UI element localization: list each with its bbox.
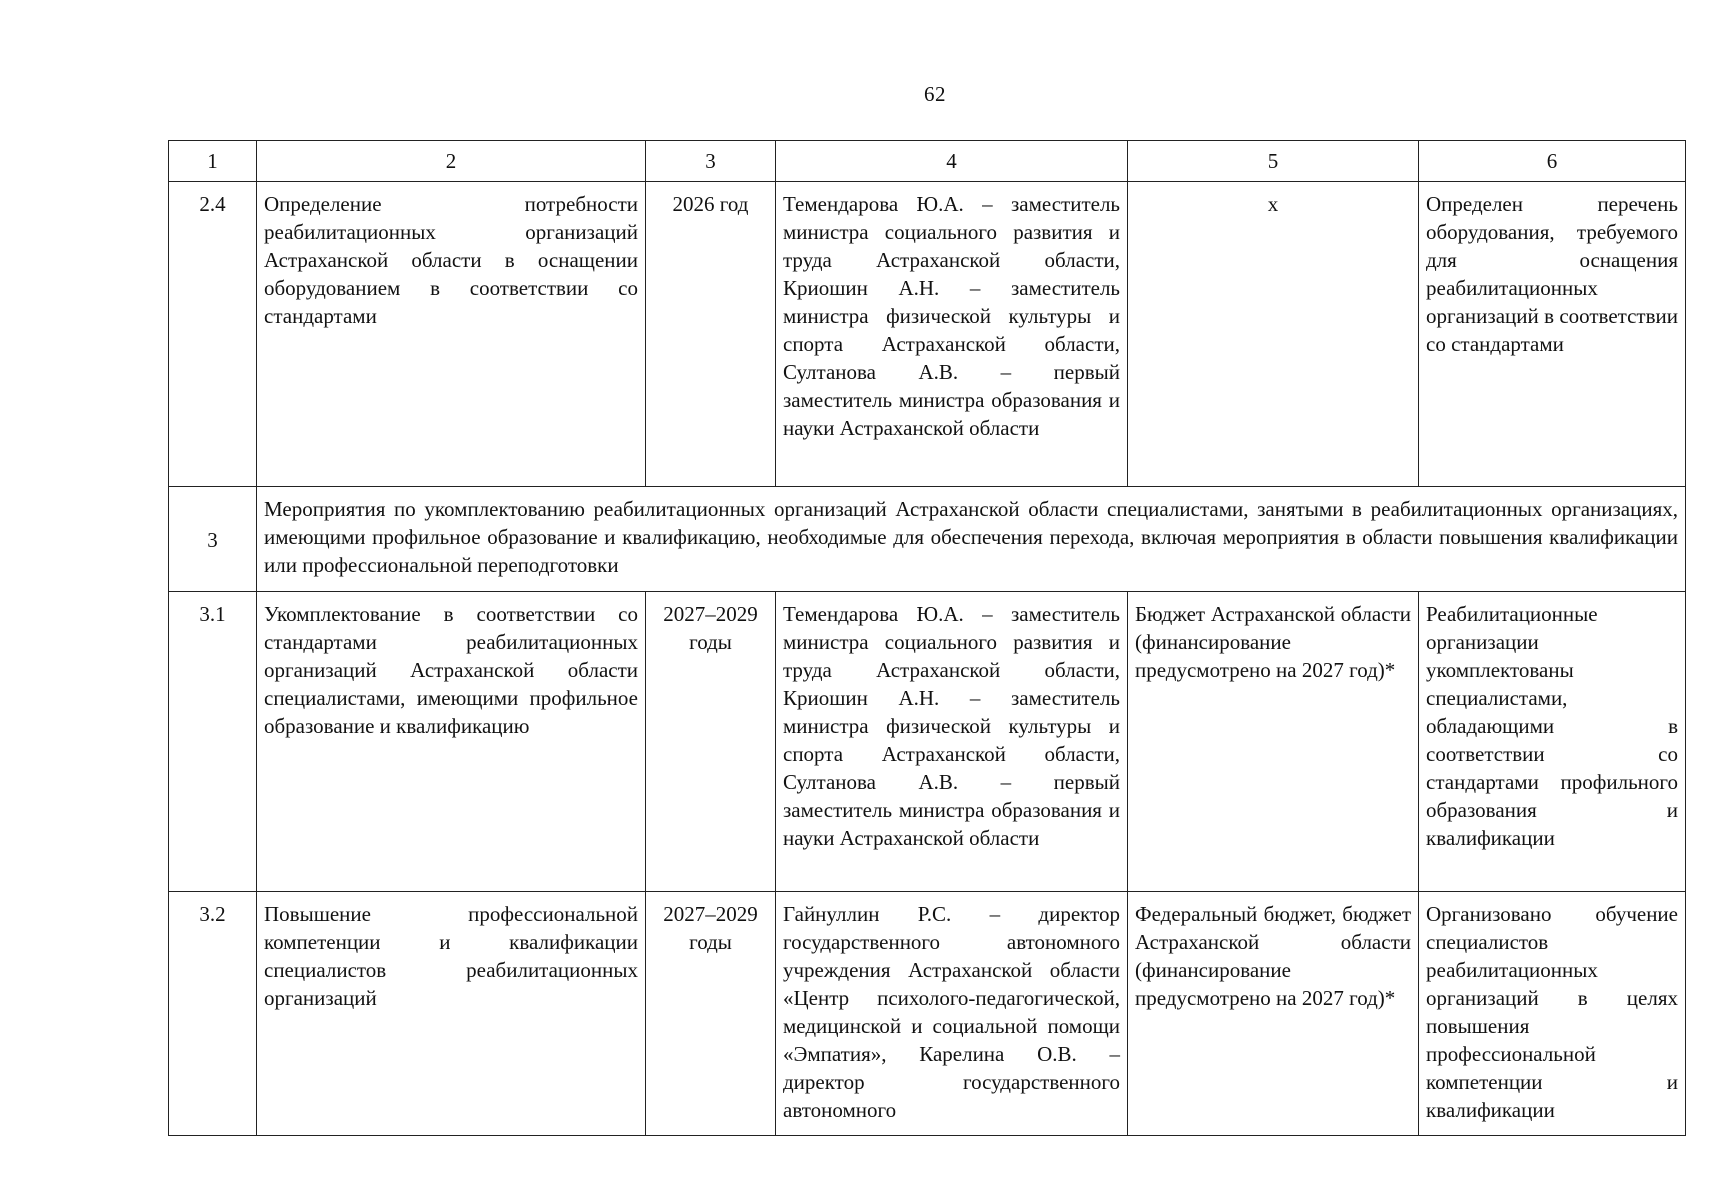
measure-result: Организовано обучение специалистов реабилитационных организаций в целях повышения профессиональной компетенции и квалификации [1419,892,1686,1136]
measure-responsible: Темендарова Ю.А. – заместитель министра социального развития и труда Астраханской области, Криошин А.Н. – заместитель министра физической культуры и спорта Астраханской области, Султанова А.В. – первый заместитель министра образования и науки Астраханской области [776,182,1128,487]
page-number: 62 [924,82,946,106]
table-row [169,592,1686,892]
measure-result: Определен перечень оборудования, требуемого для оснащения реабилитационных организаций в соответствии со стандартами [1419,182,1686,487]
column-header: 6 [1419,141,1686,182]
measures-table [168,140,1686,1136]
section-title: Мероприятия по укомплектованию реабилитационных организаций Астраханской области специалистами, занятыми в реабилитационных организациях, имеющими профильное образование и квалификацию, необходимые для обеспечения перехода, включая мероприятия в области повышения квалификации или профессиональной переподготовки [257,487,1686,592]
measure-funding: Бюджет Астраханской области (финансирование предусмотрено на 2027 год)* [1128,592,1419,892]
table-row [169,182,1686,487]
row-number: 3.1 [169,592,257,892]
row-number: 2.4 [169,182,257,487]
column-header: 2 [257,141,646,182]
section-number: 3 [169,487,257,592]
measure-funding: Федеральный бюджет, бюджет Астраханской области (финансирование предусмотрено на 2027 год)* [1128,892,1419,1136]
section-row [169,487,1686,592]
column-header: 5 [1128,141,1419,182]
table-header-row [169,141,1686,182]
table-row [169,892,1686,1136]
measure-term: 2026 год [646,182,776,487]
column-header: 3 [646,141,776,182]
column-header: 1 [169,141,257,182]
measure-responsible: Темендарова Ю.А. – заместитель министра социального развития и труда Астраханской области, Криошин А.Н. – заместитель министра физической культуры и спорта Астраханской области, Султанова А.В. – первый заместитель министра образования и науки Астраханской области [776,592,1128,892]
measure-funding: х [1128,182,1419,487]
measure-name: Повышение профессиональной компетенции и квалификации специалистов реабилитационных организаций [257,892,646,1136]
row-number: 3.2 [169,892,257,1136]
measure-result: Реабилитационные организации укомплектованы специалистами, обладающими в соответствии со стандартами профильного образования и квалификации [1419,592,1686,892]
measure-term: 2027–2029 годы [646,892,776,1136]
measure-name: Укомплектование в соответствии со стандартами реабилитационных организаций Астраханской области специалистами, имеющими профильное образование и квалификацию [257,592,646,892]
measure-responsible: Гайнуллин Р.С. – директор государственного автономного учреждения Астраханской области «Центр психолого-педагогической, медицинской и социальной помощи «Эмпатия», Карелина О.В. – директор государственного автономного [776,892,1128,1136]
measure-name: Определение потребности реабилитационных организаций Астраханской области в оснащении оборудованием в соответствии со стандартами [257,182,646,487]
measure-term: 2027–2029 годы [646,592,776,892]
column-header: 4 [776,141,1128,182]
